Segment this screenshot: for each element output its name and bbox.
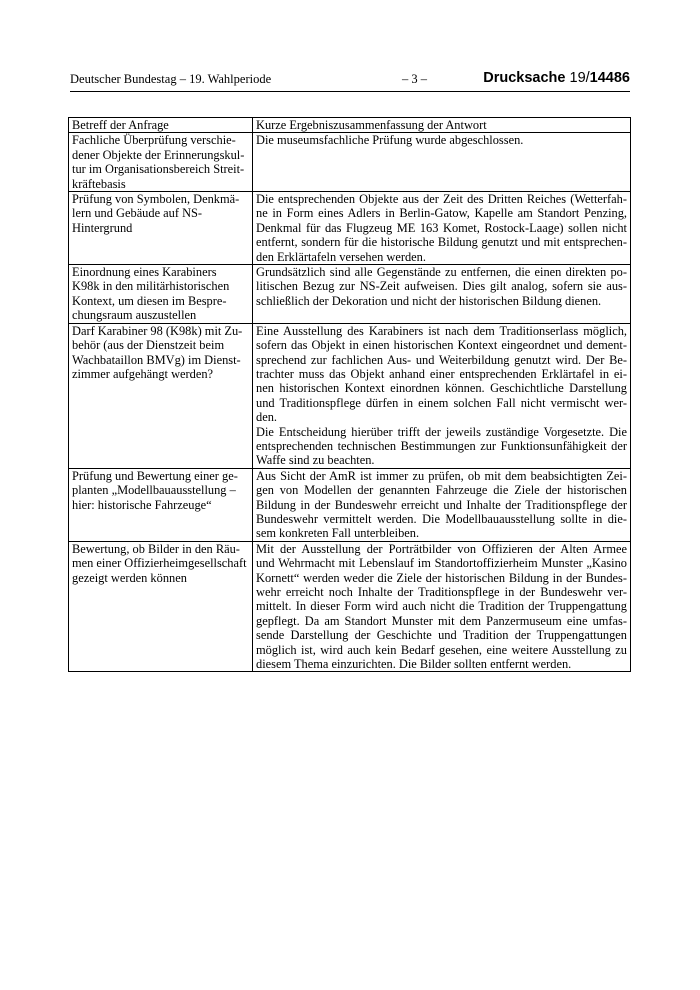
subject-line: gezeigt werden können — [72, 570, 187, 585]
answer-line: Die Entscheidung hierüber trifft der jeweils zuständige Vorgesetzte. Die — [256, 424, 627, 439]
answer-line: mittelt. In dieser Form wird auch nicht die Tradition der Truppengattung — [256, 599, 627, 614]
answer-line: Denkmal für das Flugzeug ME 163 Komet, Rostock-Laage) sollen nicht — [256, 220, 627, 235]
subject-line: hier: historische Fahrzeuge“ — [72, 497, 212, 512]
answer-cell — [253, 468, 631, 541]
subject-line: Prüfung von Symbolen, Denkmä- — [72, 192, 240, 207]
answer-line: Die museumsfachliche Prüfung wurde abgeschlossen. — [256, 133, 524, 148]
subject-cell — [69, 468, 253, 541]
answer-line: sprechend zur fachlichen Aus- und Weiterbildung genutzt wird. Der Be- — [256, 352, 627, 367]
results-table — [68, 117, 631, 672]
answer-line: den. — [256, 410, 277, 425]
answer-cell — [253, 323, 631, 468]
header-rule — [70, 91, 630, 92]
answer-line: den Erklärtafeln versehen werden. — [256, 249, 426, 264]
answer-line: Eine Ausstellung des Karabiners ist nach dem Traditionserlass möglich, — [256, 323, 627, 338]
table-header-row — [69, 118, 631, 133]
answer-line: entsprechenden technischen Bestimmungen zur Funktionsunfähigkeit der — [256, 438, 627, 453]
table-row — [69, 265, 631, 324]
subject-cell — [69, 133, 253, 192]
document-label: Drucksache — [483, 70, 566, 86]
answer-line: gepflegt. Da am Standort Munster mit dem Panzermuseum eine umfas- — [256, 613, 627, 628]
subject-cell — [69, 265, 253, 324]
table-row — [69, 323, 631, 468]
answer-line: und Wehrmacht mit Lebenslauf im Standortoffizierheim Munster „Kasino — [256, 556, 627, 571]
subject-line: Bewertung, ob Bilder in den Räu- — [72, 541, 240, 556]
answer-cell — [253, 133, 631, 192]
table-row — [69, 192, 631, 265]
subject-line: men einer Offizierheimgesellschaft — [72, 556, 247, 571]
document-number-prefix: 19/ — [569, 70, 590, 86]
table-row — [69, 468, 631, 541]
answer-line: Die entsprechenden Objekte aus der Zeit des Dritten Reiches (Wetterfah- — [256, 192, 627, 207]
table-row — [69, 133, 631, 192]
subject-cell — [69, 192, 253, 265]
subject-cell — [69, 541, 253, 672]
subject-cell — [69, 323, 253, 468]
answer-cell — [253, 192, 631, 265]
page-header — [70, 72, 630, 90]
document-number — [483, 70, 630, 86]
answer-line: wehr erreicht noch Inhalte der Traditionspflege in der Bundeswehr ver- — [256, 585, 627, 599]
document-number-value: 14486 — [589, 70, 630, 86]
answer-cell — [253, 265, 631, 324]
subject-line: planten „Modellbauausstellung – — [72, 483, 236, 498]
answer-line: und Traditionspflege dürfen in einem solchen Fall nicht vermischt wer- — [256, 395, 627, 410]
answer-line: trachter muss das Objekt anhand einer entsprechenden Erklärtafel in ei- — [256, 366, 627, 381]
column-header-answer: Kurze Ergebniszusammenfassung der Antwort — [253, 118, 631, 133]
subject-line: tur im Organisationsbereich Streit- — [72, 162, 245, 177]
subject-line: kräftebasis — [72, 176, 126, 191]
column-header-subject: Betreff der Anfrage — [69, 118, 253, 133]
answer-cell — [253, 541, 631, 672]
answer-line: Mit der Ausstellung der Porträtbilder von Offizieren der Alten Armee — [256, 541, 627, 556]
answer-line: nen historischen Kontext einordnen können. Geschichtliche Darstellung — [256, 381, 627, 396]
subject-line: Einordnung eines Karabiners — [72, 265, 217, 280]
answer-line: entfernt, sondern für die historische Bildung genutzt und mit entsprechen- — [256, 235, 627, 250]
subject-line: Fachliche Überprüfung verschie- — [72, 133, 236, 148]
answer-line: Kornett“ werden weder die Ziele der historischen Bildung in der Bundes- — [256, 570, 627, 585]
subject-line: Prüfung und Bewertung einer ge- — [72, 468, 238, 483]
subject-line: chungsraum auszustellen — [72, 308, 197, 323]
answer-line: litischen Bezug zur NS-Zeit aufweisen. Dies gilt analog, sofern sie aus- — [256, 279, 627, 294]
subject-line: Darf Karabiner 98 (K98k) mit Zu- — [72, 323, 243, 338]
subject-line: Wachbataillon BMVg) im Dienst- — [72, 352, 241, 367]
subject-line: lern und Gebäude auf NS- — [72, 206, 203, 221]
subject-line: Kontext, um diesen im Bespre- — [72, 293, 227, 308]
answer-line: Bundeswehr vermittelt werden. Die Modellbauausstellung sollte in die- — [256, 511, 627, 526]
answer-line: Aus Sicht der AmR ist immer zu prüfen, ob mit dem beabsichtigten Zei- — [256, 468, 627, 483]
subject-line: Hintergrund — [72, 220, 133, 235]
subject-line: zimmer aufgehängt werden? — [72, 366, 214, 381]
parliament-period: Deutscher Bundestag – 19. Wahlperiode — [70, 72, 272, 86]
answer-line: sem konkreten Fall unterbleiben. — [256, 526, 420, 541]
subject-line: K98k in den militärhistorischen — [72, 279, 230, 294]
answer-line: ne in Form eines Adlers in Berlin-Gatow, Kapelle am Standort Penzing, — [256, 206, 627, 221]
page-number: – 3 – — [402, 72, 427, 86]
answer-line: gen von Modellen der genannten Fahrzeuge die Ziele der historischen — [256, 483, 627, 498]
answer-line: Grundsätzlich sind alle Gegenstände zu entfernen, die einen direkten po- — [256, 265, 627, 280]
answer-line: Waffe sind zu beachten. — [256, 453, 375, 468]
answer-line: möglich ist, wird auch kein Bedarf gesehen, eine weitere Ausstellung zu — [256, 642, 627, 657]
answer-line: sende Darstellung der Geschichte und Tradition der Truppengattungen — [256, 628, 627, 643]
answer-line: Bildung in der Bundeswehr erreicht und Inhalte der Traditionspflege der — [256, 497, 627, 512]
answer-line: schließlich der Dekoration und nicht der historischen Bildung dienen. — [256, 293, 602, 308]
subject-line: dener Objekte der Erinnerungskul- — [72, 147, 245, 162]
answer-line: sofern das Objekt in einen historischen Kontext eingeordnet und dement- — [256, 338, 627, 353]
table-row — [69, 541, 631, 672]
answer-line: diesem Thema einzurichten. Die Bilder sollten entfernt werden. — [256, 657, 572, 672]
subject-line: behör (aus der Dienstzeit beim — [72, 338, 225, 353]
